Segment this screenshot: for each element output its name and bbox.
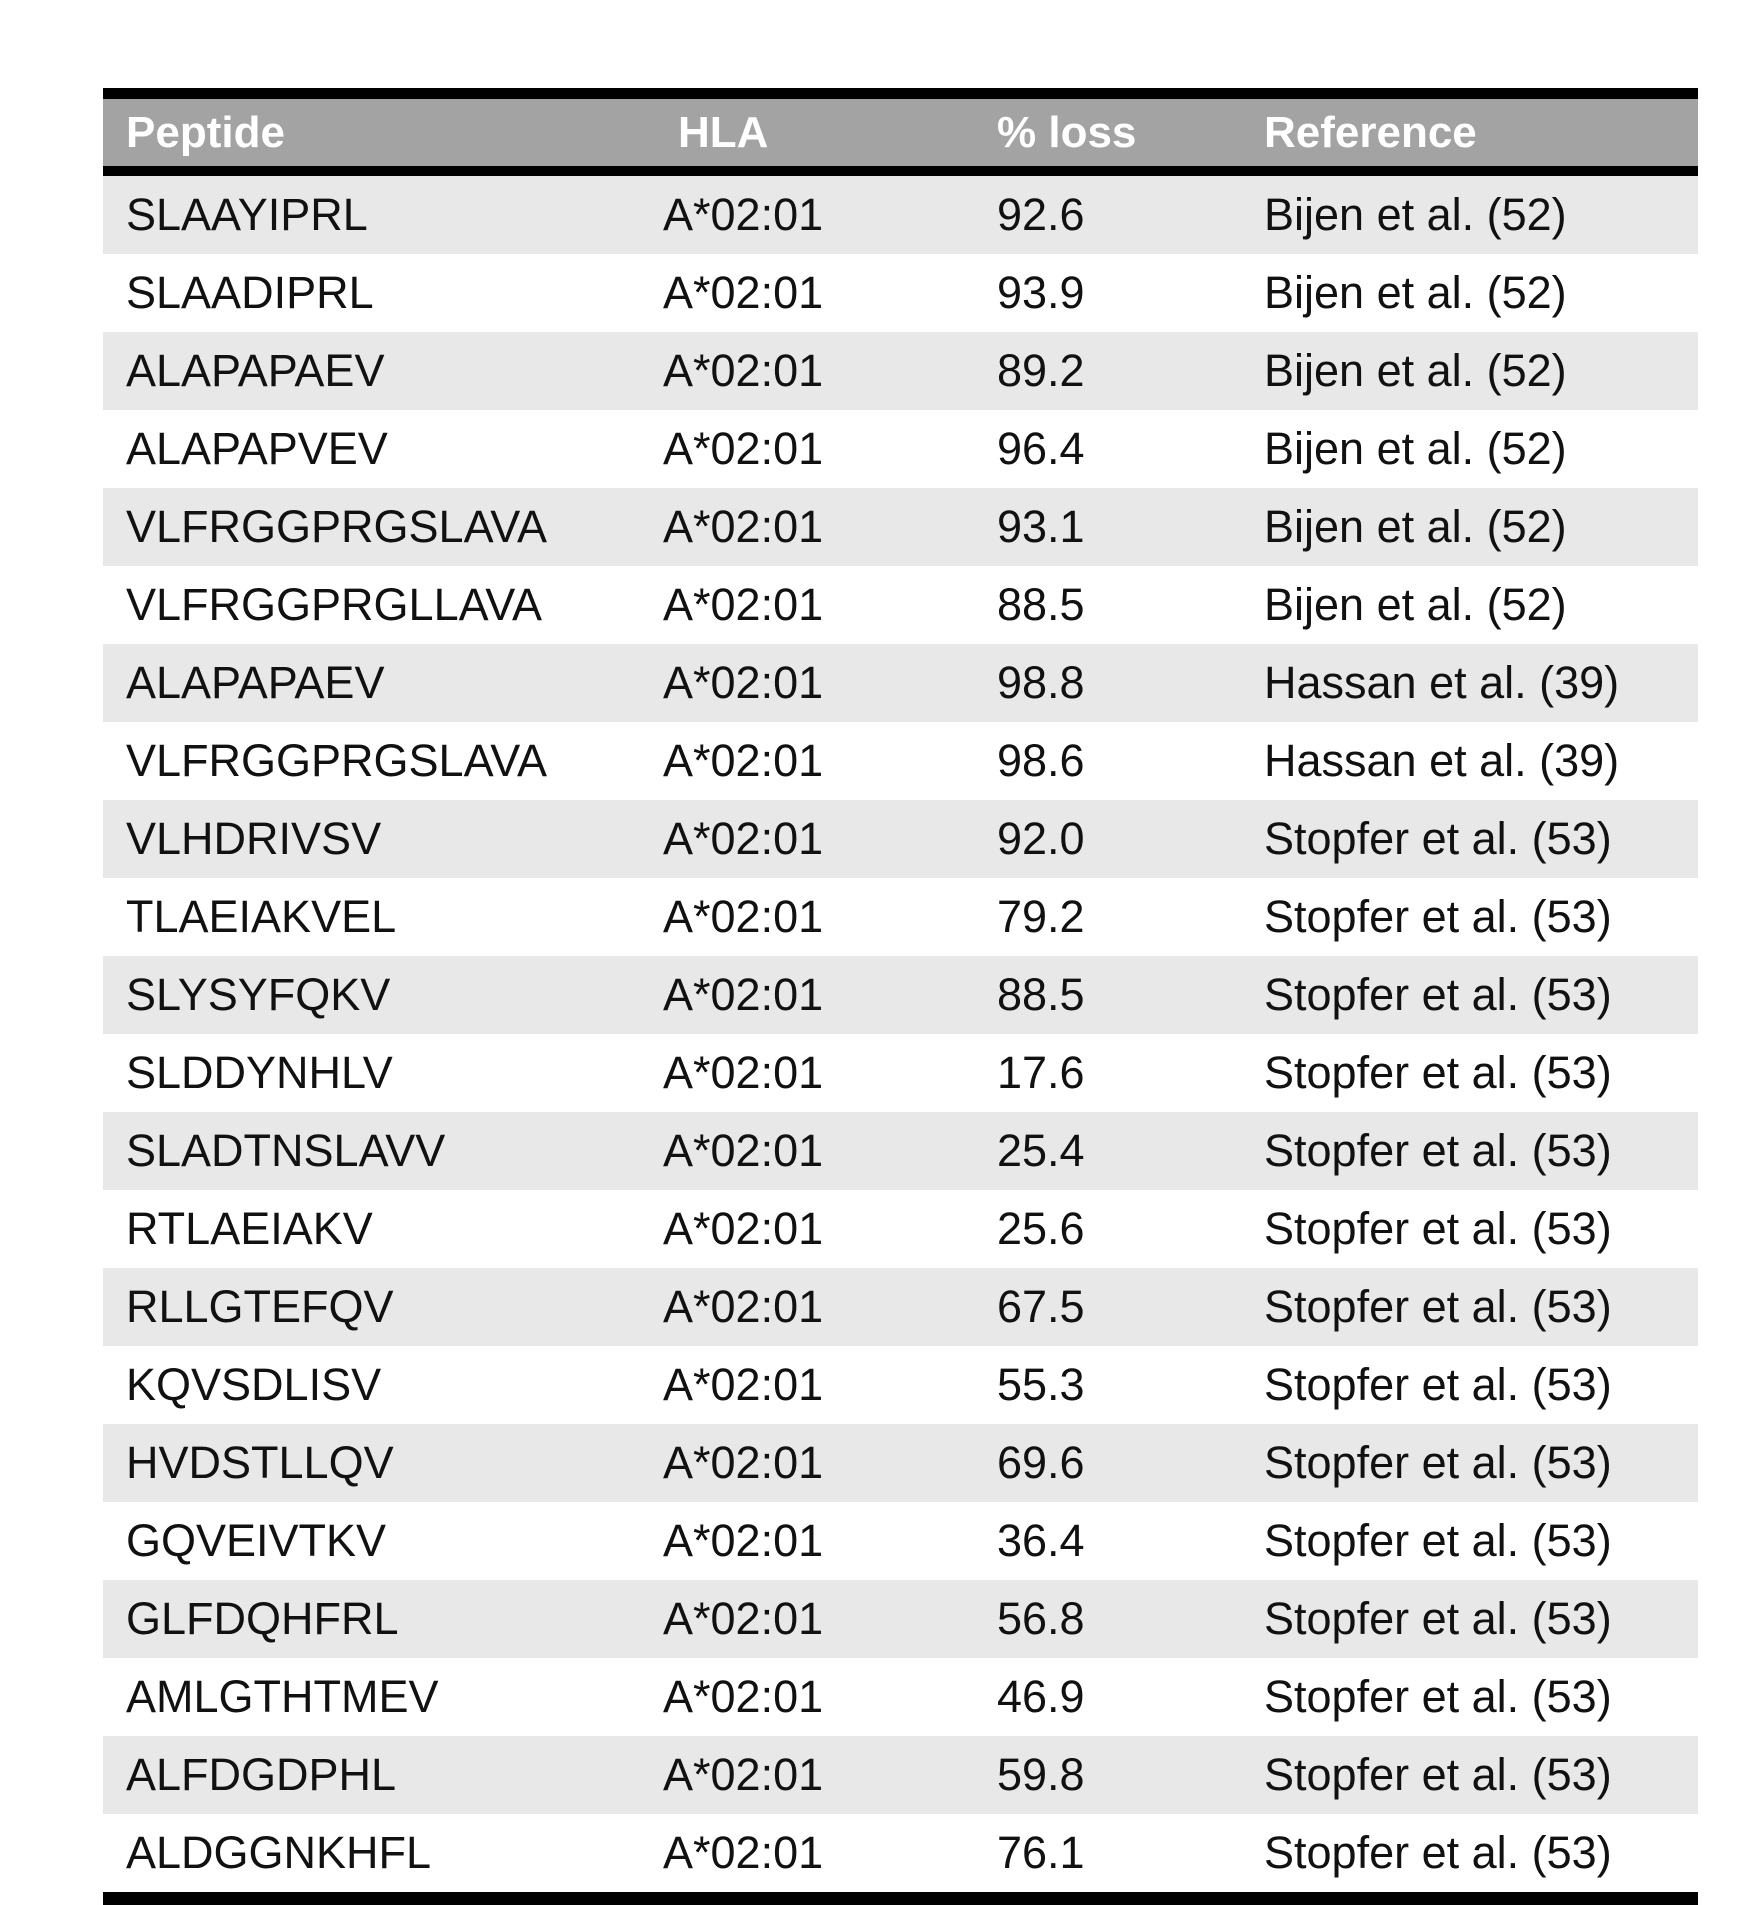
header-bottom-rule [103, 166, 1698, 176]
cell-peptide: ALFDGDPHL [103, 1736, 663, 1814]
cell-loss: 79.2 [997, 878, 1264, 956]
cell-hla: A*02:01 [663, 956, 997, 1034]
table-row [103, 254, 1698, 332]
table-row [103, 1190, 1698, 1268]
cell-peptide: HVDSTLLQV [103, 1424, 663, 1502]
cell-loss: 93.9 [997, 254, 1264, 332]
cell-peptide: SLAADIPRL [103, 254, 663, 332]
cell-peptide: RTLAEIAKV [103, 1190, 663, 1268]
cell-reference: Bijen et al. (52) [1264, 410, 1698, 488]
table-row [103, 1112, 1698, 1190]
cell-loss: 89.2 [997, 332, 1264, 410]
cell-hla: A*02:01 [663, 410, 997, 488]
table-row [103, 1502, 1698, 1580]
header-loss: % loss [997, 99, 1264, 166]
cell-peptide: TLAEIAKVEL [103, 878, 663, 956]
cell-hla: A*02:01 [663, 1268, 997, 1346]
cell-loss: 96.4 [997, 410, 1264, 488]
table-row [103, 488, 1698, 566]
cell-loss: 92.0 [997, 800, 1264, 878]
cell-peptide: GLFDQHFRL [103, 1580, 663, 1658]
cell-hla: A*02:01 [663, 1190, 997, 1268]
table-body [103, 176, 1698, 1892]
cell-hla: A*02:01 [663, 1502, 997, 1580]
cell-reference: Stopfer et al. (53) [1264, 1268, 1698, 1346]
cell-reference: Bijen et al. (52) [1264, 566, 1698, 644]
cell-peptide: VLHDRIVSV [103, 800, 663, 878]
cell-peptide: ALAPAPVEV [103, 410, 663, 488]
cell-peptide: VLFRGGPRGLLAVA [103, 566, 663, 644]
cell-peptide: ALAPAPAEV [103, 332, 663, 410]
peptide-table [103, 88, 1698, 1905]
cell-reference: Stopfer et al. (53) [1264, 1424, 1698, 1502]
cell-loss: 98.6 [997, 722, 1264, 800]
table-row [103, 332, 1698, 410]
cell-hla: A*02:01 [663, 1580, 997, 1658]
table-row [103, 878, 1698, 956]
cell-loss: 88.5 [997, 566, 1264, 644]
cell-reference: Stopfer et al. (53) [1264, 1658, 1698, 1736]
table-row [103, 1034, 1698, 1112]
cell-reference: Stopfer et al. (53) [1264, 1190, 1698, 1268]
cell-hla: A*02:01 [663, 1658, 997, 1736]
cell-loss: 93.1 [997, 488, 1264, 566]
table-row [103, 566, 1698, 644]
table-row [103, 1424, 1698, 1502]
table-row [103, 644, 1698, 722]
cell-reference: Stopfer et al. (53) [1264, 1346, 1698, 1424]
cell-hla: A*02:01 [663, 176, 997, 254]
cell-loss: 25.4 [997, 1112, 1264, 1190]
table-row [103, 176, 1698, 254]
cell-loss: 69.6 [997, 1424, 1264, 1502]
cell-reference: Stopfer et al. (53) [1264, 1112, 1698, 1190]
cell-hla: A*02:01 [663, 644, 997, 722]
data-table [103, 99, 1698, 166]
cell-reference: Bijen et al. (52) [1264, 254, 1698, 332]
table-row [103, 1736, 1698, 1814]
table-row [103, 410, 1698, 488]
cell-hla: A*02:01 [663, 800, 997, 878]
cell-loss: 92.6 [997, 176, 1264, 254]
cell-peptide: ALDGGNKHFL [103, 1814, 663, 1892]
table-row [103, 1346, 1698, 1424]
cell-loss: 88.5 [997, 956, 1264, 1034]
table-row [103, 1658, 1698, 1736]
table-row [103, 800, 1698, 878]
cell-reference: Hassan et al. (39) [1264, 644, 1698, 722]
cell-reference: Bijen et al. (52) [1264, 488, 1698, 566]
cell-loss: 55.3 [997, 1346, 1264, 1424]
table-row [103, 956, 1698, 1034]
cell-hla: A*02:01 [663, 566, 997, 644]
cell-hla: A*02:01 [663, 1424, 997, 1502]
cell-hla: A*02:01 [663, 1814, 997, 1892]
cell-hla: A*02:01 [663, 332, 997, 410]
cell-loss: 76.1 [997, 1814, 1264, 1892]
cell-loss: 17.6 [997, 1034, 1264, 1112]
cell-reference: Bijen et al. (52) [1264, 176, 1698, 254]
table-row [103, 1268, 1698, 1346]
cell-peptide: VLFRGGPRGSLAVA [103, 488, 663, 566]
cell-loss: 46.9 [997, 1658, 1264, 1736]
table-header [103, 99, 1698, 166]
cell-peptide: KQVSDLISV [103, 1346, 663, 1424]
cell-reference: Stopfer et al. (53) [1264, 956, 1698, 1034]
table-row [103, 722, 1698, 800]
cell-peptide: GQVEIVTKV [103, 1502, 663, 1580]
cell-hla: A*02:01 [663, 878, 997, 956]
cell-peptide: VLFRGGPRGSLAVA [103, 722, 663, 800]
cell-peptide: SLDDYNHLV [103, 1034, 663, 1112]
cell-reference: Stopfer et al. (53) [1264, 1736, 1698, 1814]
cell-peptide: SLADTNSLAVV [103, 1112, 663, 1190]
cell-reference: Stopfer et al. (53) [1264, 878, 1698, 956]
cell-reference: Stopfer et al. (53) [1264, 1580, 1698, 1658]
cell-hla: A*02:01 [663, 254, 997, 332]
cell-peptide: ALAPAPAEV [103, 644, 663, 722]
cell-loss: 25.6 [997, 1190, 1264, 1268]
cell-loss: 67.5 [997, 1268, 1264, 1346]
table-top-rule [103, 88, 1698, 99]
cell-reference: Stopfer et al. (53) [1264, 1034, 1698, 1112]
cell-loss: 98.8 [997, 644, 1264, 722]
header-reference: Reference [1264, 99, 1698, 166]
cell-peptide: SLYSYFQKV [103, 956, 663, 1034]
cell-reference: Bijen et al. (52) [1264, 332, 1698, 410]
cell-hla: A*02:01 [663, 1736, 997, 1814]
cell-hla: A*02:01 [663, 722, 997, 800]
table-bottom-rule [103, 1892, 1698, 1905]
cell-reference: Stopfer et al. (53) [1264, 1814, 1698, 1892]
cell-hla: A*02:01 [663, 488, 997, 566]
header-hla: HLA [663, 99, 997, 166]
cell-hla: A*02:01 [663, 1346, 997, 1424]
table-row [103, 1580, 1698, 1658]
cell-loss: 56.8 [997, 1580, 1264, 1658]
cell-hla: A*02:01 [663, 1112, 997, 1190]
table-row [103, 1814, 1698, 1892]
header-peptide: Peptide [103, 99, 663, 166]
cell-loss: 59.8 [997, 1736, 1264, 1814]
cell-reference: Hassan et al. (39) [1264, 722, 1698, 800]
cell-reference: Stopfer et al. (53) [1264, 1502, 1698, 1580]
cell-reference: Stopfer et al. (53) [1264, 800, 1698, 878]
cell-hla: A*02:01 [663, 1034, 997, 1112]
data-table-body [103, 176, 1698, 1892]
cell-peptide: AMLGTHTMEV [103, 1658, 663, 1736]
cell-loss: 36.4 [997, 1502, 1264, 1580]
cell-peptide: RLLGTEFQV [103, 1268, 663, 1346]
header-row [103, 99, 1698, 166]
cell-peptide: SLAAYIPRL [103, 176, 663, 254]
